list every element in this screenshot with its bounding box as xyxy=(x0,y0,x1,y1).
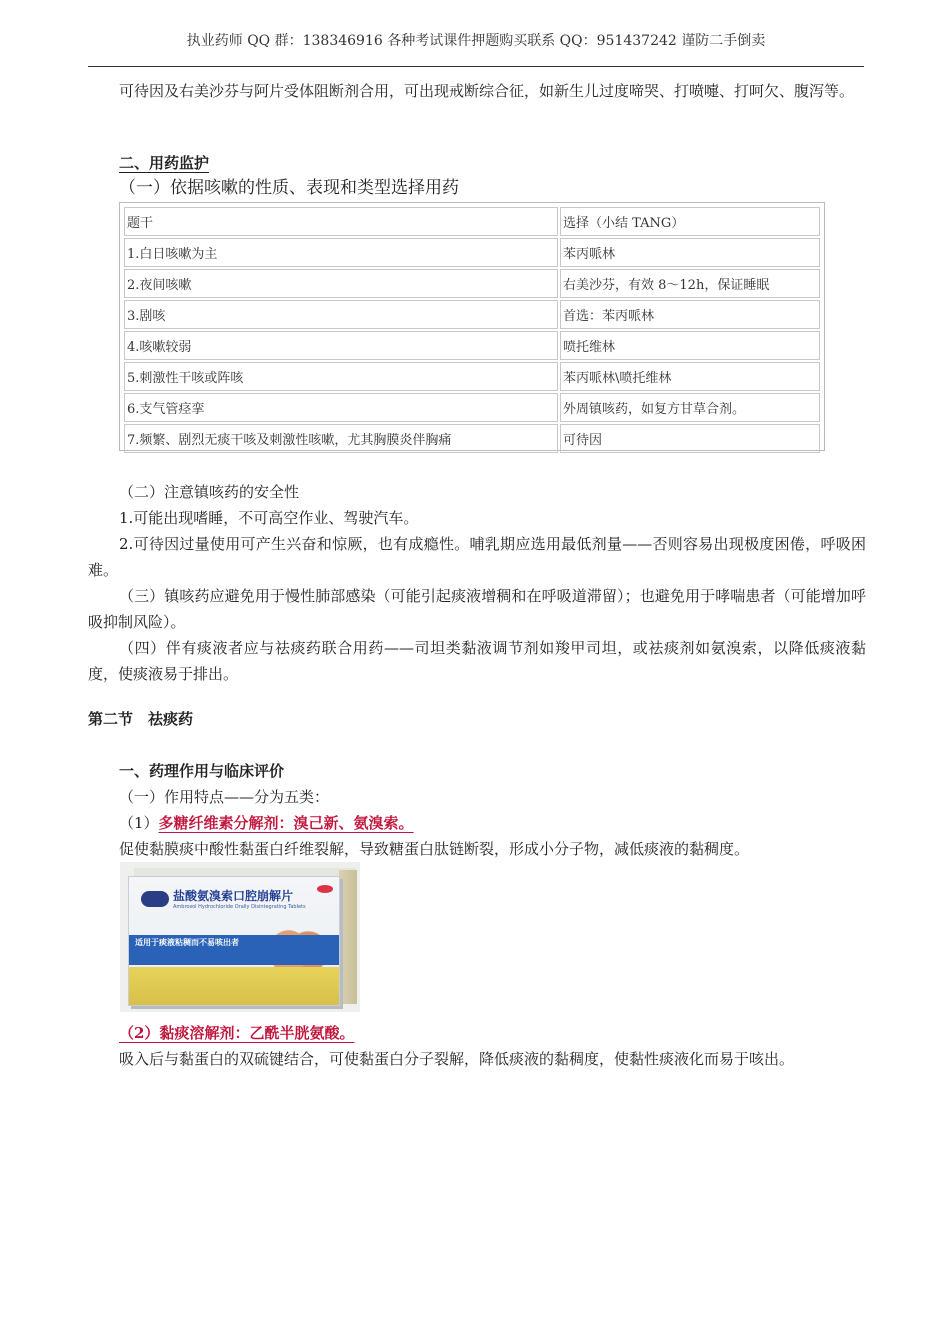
type-2-description: 吸入后与黏蛋白的双硫键结合，可使黏蛋白分子裂解，降低痰液的黏稠度，使黏性痰液化而易于咳出。 xyxy=(119,1050,795,1068)
type-2-line xyxy=(119,1022,354,1044)
safety-heading: （二）注意镇咳药的安全性 xyxy=(119,483,300,501)
table-header-cell: 选择（小结 TANG） xyxy=(560,207,820,236)
header-divider xyxy=(88,66,864,67)
section-heading-monitoring: 二、用药监护 xyxy=(119,154,210,172)
subsection-heading-selection: （一）依据咳嗽的性质、表现和类型选择用药 xyxy=(119,178,459,198)
table-row xyxy=(124,331,820,360)
table-row xyxy=(124,269,820,298)
table-cell-condition: 1.白日咳嗽为主 xyxy=(124,238,558,267)
section-heading-pharmacology: 一、药理作用与临床评价 xyxy=(119,762,285,780)
table-row xyxy=(124,300,820,329)
table-cell-choice: 苯丙哌林 xyxy=(560,238,820,267)
product-name: 盐酸氨溴索口腔崩解片 xyxy=(173,889,294,903)
table-cell-condition: 4.咳嗽较弱 xyxy=(124,331,558,360)
table-cell-condition: 7.频繁、剧烈无痰干咳及刺激性咳嗽，尤其胸膜炎伴胸痛 xyxy=(124,424,558,453)
table-cell-choice: 右美沙芬，有效 8～12h，保证睡眠 xyxy=(560,269,820,298)
table-cell-choice: 喷托维林 xyxy=(560,331,820,360)
safety-item-3: （三）镇咳药应避免用于慢性肺部感染（可能引起痰液增稠和在呼吸道滞留）；也避免用于哮喘患者（可能增加呼吸抑制风险）。 xyxy=(88,587,866,631)
table-row xyxy=(124,238,820,267)
table-row xyxy=(124,424,820,453)
box-yellow-band xyxy=(129,967,339,1005)
table-cell-condition: 6.支气管痉挛 xyxy=(124,393,558,422)
drug-selection-table xyxy=(119,202,825,451)
subsection-heading-features: （一）作用特点——分为五类： xyxy=(119,788,330,806)
table-header-row xyxy=(124,207,820,236)
type-2-label: （2）黏痰溶解剂：乙酰半胱氨酸。 xyxy=(119,1024,355,1042)
type-1-description: 促使黏膜痰中酸性黏蛋白纤维裂解，导致糖蛋白肽链断裂，形成小分子物，减低痰液的黏稠度。 xyxy=(119,840,750,858)
box-front-face xyxy=(128,876,340,1006)
table-cell-choice: 首选：苯丙哌林 xyxy=(560,300,820,329)
safety-item-4: （四）伴有痰液者应与祛痰药联合用药——司坦类黏液调节剂如羧甲司坦，或祛痰剂如氨溴索，以降低痰液黏度，使痰液易于排出。 xyxy=(88,639,866,683)
table-cell-condition: 5.刺激性干咳或阵咳 xyxy=(124,362,558,391)
chapter-title-expectorants: 第二节 祛痰药 xyxy=(88,710,194,728)
intro-paragraph: 可待因及右美沙芬与阿片受体阻断剂合用，可出现戒断综合征，如新生儿过度啼哭、打喷嚏、打呵欠、腹泻等。 xyxy=(119,82,855,100)
stamp-icon xyxy=(317,885,333,893)
table-cell-condition: 2.夜间咳嗽 xyxy=(124,269,558,298)
product-slogan: 适用于痰液粘稠而不易咳出者 xyxy=(135,938,239,947)
safety-item-1: 1.可能出现嗜睡，不可高空作业、驾驶汽车。 xyxy=(119,509,419,527)
table-cell-condition: 3.剧咳 xyxy=(124,300,558,329)
table-row xyxy=(124,393,820,422)
page-header: 执业药师 QQ 群：138346916 各种考试课件押题购买联系 QQ：951437242 谨防二手倒卖 xyxy=(186,33,766,49)
safety-item-2: 2.可待因过量使用可产生兴奋和惊厥，也有成瘾性。哺乳期应选用最低剂量——否则容易出现极度困倦，呼吸困难。 xyxy=(88,535,866,579)
product-box-image xyxy=(120,862,360,1012)
table-cell-choice: 外周镇咳药，如复方甘草合剂。 xyxy=(560,393,820,422)
table-row xyxy=(124,362,820,391)
type-1-number: （1） xyxy=(119,814,159,832)
table-header-cell: 题干 xyxy=(124,207,558,236)
brand-logo-icon xyxy=(141,891,169,907)
table-cell-choice: 苯丙哌林\喷托维林 xyxy=(560,362,820,391)
product-english-name: Ambroxol Hydrochloride Orally Disintegrating Tablets xyxy=(173,904,306,910)
type-1-line xyxy=(119,812,414,834)
type-1-label: 多糖纤维素分解剂：溴己新、氨溴索。 xyxy=(158,814,414,832)
table-cell-choice: 可待因 xyxy=(560,424,820,453)
box-side-face xyxy=(339,870,357,1004)
